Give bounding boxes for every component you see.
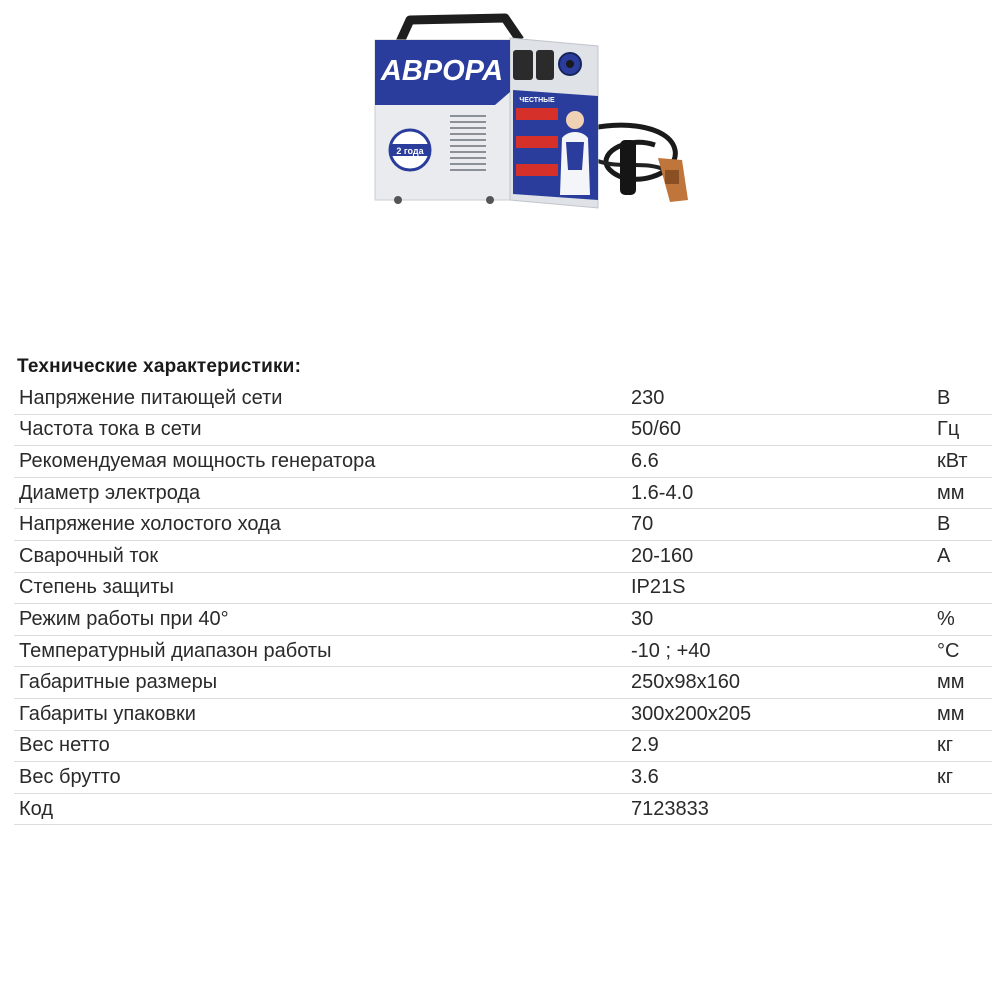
spec-unit: кВт: [932, 446, 992, 478]
spec-value: 20-160: [626, 541, 932, 573]
spec-name: Сварочный ток: [14, 541, 626, 573]
spec-unit: Гц: [932, 415, 992, 447]
spec-value: 250x98x160: [626, 667, 932, 699]
spec-name: Частота тока в сети: [14, 415, 626, 447]
spec-unit: кг: [932, 731, 992, 763]
brand-logo: АВРОРА: [380, 55, 504, 87]
spec-unit: [932, 794, 992, 826]
spec-unit: А: [932, 541, 992, 573]
spec-value: 300x200x205: [626, 699, 932, 731]
spec-name: Габариты упаковки: [14, 699, 626, 731]
spec-row: [14, 604, 992, 636]
spec-value: 2.9: [626, 731, 932, 763]
specs-title: Технические характеристики:: [17, 356, 302, 377]
spec-name: Рекомендуемая мощность генератора: [14, 446, 626, 478]
spec-name: Код: [14, 794, 626, 826]
spec-value: 3.6: [626, 762, 932, 794]
spec-unit: мм: [932, 699, 992, 731]
welding-machine-illustration: [370, 10, 700, 210]
spec-value: 7123833: [626, 794, 932, 826]
spec-name: Напряжение холостого хода: [14, 509, 626, 541]
spec-row: [14, 573, 992, 605]
spec-unit: В: [932, 383, 992, 415]
spec-value: 1.6-4.0: [626, 478, 932, 510]
spec-unit: %: [932, 604, 992, 636]
spec-row: [14, 446, 992, 478]
spec-unit: мм: [932, 478, 992, 510]
svg-text:2 года: 2 года: [396, 146, 424, 156]
spec-row: [14, 731, 992, 763]
spec-row: [14, 762, 992, 794]
product-image: [370, 10, 700, 210]
spec-row: [14, 794, 992, 826]
spec-name: Напряжение питающей сети: [14, 383, 626, 415]
spec-name: Режим работы при 40°: [14, 604, 626, 636]
spec-value: 50/60: [626, 415, 932, 447]
spec-name: Вес нетто: [14, 731, 626, 763]
carry-handle: [400, 18, 520, 42]
spec-name: Степень защиты: [14, 573, 626, 605]
spec-row: [14, 636, 992, 668]
specs-table: [14, 383, 992, 825]
spec-unit: [932, 573, 992, 605]
spec-unit: °С: [932, 636, 992, 668]
spec-name: Габаритные размеры: [14, 667, 626, 699]
spec-row: [14, 509, 992, 541]
spec-row: [14, 478, 992, 510]
spec-name: Вес брутто: [14, 762, 626, 794]
spec-row: [14, 541, 992, 573]
spec-name: Температурный диапазон работы: [14, 636, 626, 668]
spec-name: Диаметр электрода: [14, 478, 626, 510]
spec-row: [14, 415, 992, 447]
spec-value: 30: [626, 604, 932, 636]
electrode-holder: [620, 140, 636, 195]
svg-text:ЧЕСТНЫЕ: ЧЕСТНЫЕ: [519, 97, 555, 104]
spec-value: 6.6: [626, 446, 932, 478]
spec-row: [14, 699, 992, 731]
spec-unit: кг: [932, 762, 992, 794]
spec-value: IP21S: [626, 573, 932, 605]
spec-unit: В: [932, 509, 992, 541]
spec-unit: мм: [932, 667, 992, 699]
spec-row: [14, 383, 992, 415]
spec-value: 230: [626, 383, 932, 415]
spec-value: 70: [626, 509, 932, 541]
spec-value: -10 ; +40: [626, 636, 932, 668]
spec-row: [14, 667, 992, 699]
